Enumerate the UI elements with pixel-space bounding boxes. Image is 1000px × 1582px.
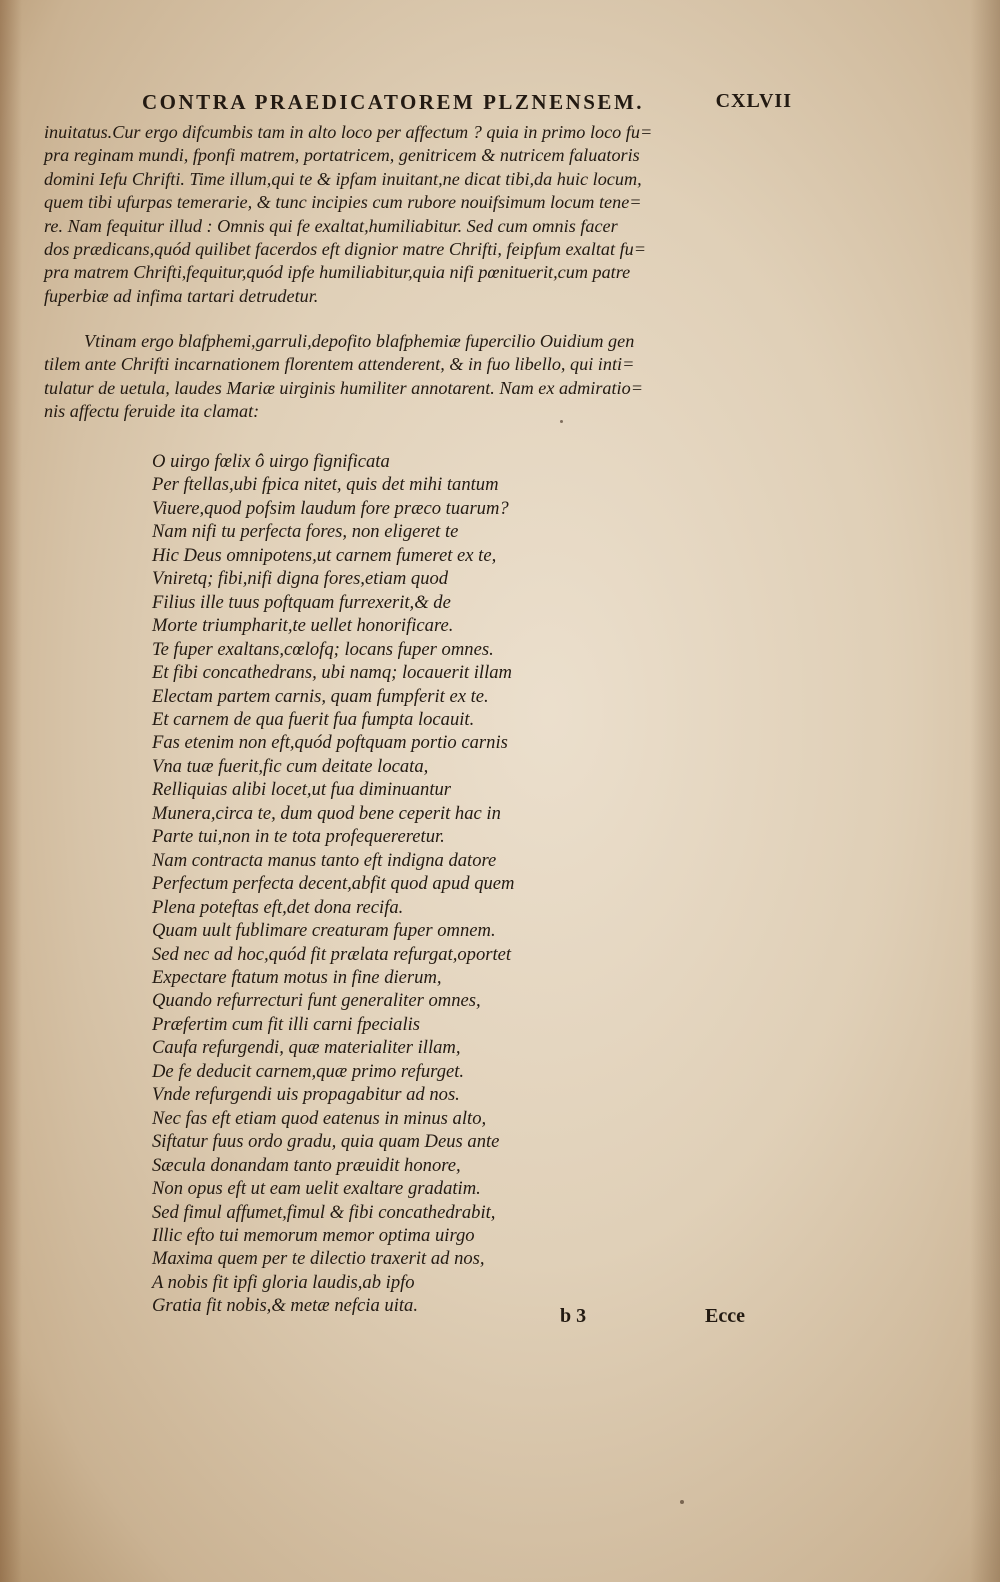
verse-line: Non opus eft ut eam uelit exaltare gradatim.: [152, 1178, 481, 1200]
verse-line: Quam uult fublimare creaturam fuper omnem.: [152, 920, 496, 942]
page-footer: [560, 1305, 745, 1335]
verse-line: Caufa refurgendi, quæ materialiter illam,: [152, 1037, 461, 1059]
paper-speck: [680, 1500, 684, 1504]
paragraph-1: [44, 121, 804, 308]
text-line: Vtinam ergo blafphemi,garruli,depofito blafphemiæ fupercilio Ouidium gen: [84, 331, 635, 351]
verse-line: Nam nifi tu perfecta fores, non eligeret te: [152, 521, 459, 543]
verse-line: Et carnem de qua fuerit fua fumpta locauit.: [152, 708, 475, 730]
signature-mark: b 3: [560, 1305, 587, 1327]
text-line: tulatur de uetula, laudes Mariæ uirginis humiliter annotarent. Nam ex admiratio=: [44, 377, 643, 398]
verse-line: Fas etenim non eft,quód poftquam portio carnis: [152, 732, 508, 754]
verse-line: Parte tui,non in te tota profequereretur.: [152, 826, 445, 848]
page-header: [142, 90, 792, 120]
verse-line: Vnde refurgendi uis propagabitur ad nos.: [152, 1084, 460, 1106]
folio-number: CXLVII: [715, 90, 792, 112]
text-line: fuperbiæ ad infima tartari detrudetur.: [44, 285, 319, 306]
verse-line: Sæcula donandam tanto præuidit honore,: [152, 1154, 461, 1176]
verse-line: Filius ille tuus poftquam furrexerit,& de: [152, 591, 451, 613]
verse-line: Morte triumpharit,te uellet honorificare.: [152, 615, 454, 637]
verse-line: Te fuper exaltans,cœlofq; locans fuper omnes.: [152, 638, 494, 660]
verse-line: Et fibi concathedrans, ubi namq; locauerit illam: [152, 662, 512, 684]
text-line: pra matrem Chrifti,fequitur,quód ipfe humiliabitur,quia nifi pœnituerit,cum patre: [44, 262, 631, 283]
text-line: tilem ante Chrifti incarnationem florentem attenderent, & in fuo libello, qui inti=: [44, 354, 635, 375]
catchword: Ecce: [705, 1305, 745, 1327]
paragraph-2: [44, 330, 804, 424]
verse-line: Per ftellas,ubi fpica nitet, quis det mihi tantum: [152, 474, 499, 496]
verse-line: Plena poteftas eft,det dona recifa.: [152, 896, 404, 918]
verse-line: Vniretq; fibi,nifi digna fores,etiam quod: [152, 568, 449, 590]
verse-line: Perfectum perfecta decent,abfit quod apud quem: [152, 873, 515, 895]
verse-line: Expectare ftatum motus in fine dierum,: [152, 966, 442, 988]
verse-line: A nobis fit ipfi gloria laudis,ab ipfo: [152, 1271, 415, 1293]
text-line: inuitatus.Cur ergo difcumbis tam in alto loco per affectum ? quia in primo loco fu=: [44, 122, 653, 142]
verse-line: Siftatur fuus ordo gradu, quia quam Deus ante: [152, 1131, 500, 1153]
verse-line: Hic Deus omnipotens,ut carnem fumeret ex te,: [152, 544, 497, 566]
verse-line: Relliquias alibi locet,ut fua diminuantur: [152, 779, 452, 801]
verse-line: Vna tuæ fuerit,fic cum deitate locata,: [152, 755, 429, 777]
verse-line: Sed nec ad hoc,quód fit prælata refurgat,oportet: [152, 943, 512, 965]
text-line: dos prædicans,quód quilibet facerdos eft dignior matre Chrifti, feipfum exaltat fu=: [44, 239, 646, 260]
text-line: pra reginam mundi, fponfi matrem, portatricem, genitricem & nutricem faluatoris: [44, 145, 640, 166]
running-title: CONTRA PRAEDICATOREM PLZNENSEM.: [142, 90, 645, 114]
verse-line: Illic efto tui memorum memor optima uirgo: [152, 1224, 475, 1246]
text-line: domini Iefu Chrifti. Time illum,qui te & ipfam inuitant,ne dicat tibi,da huic locum,: [44, 168, 642, 189]
verse-line: Maxima quem per te dilectio traxerit ad nos,: [152, 1248, 485, 1270]
poem-block: [152, 450, 622, 1318]
verse-line: Gratia fit nobis,& metæ nefcia uita.: [152, 1295, 418, 1317]
verse-line: Viuere,quod pofsim laudum fore præco tuarum?: [152, 497, 509, 519]
page-edge-shadow: [970, 0, 1000, 1582]
verse-line: Quando refurrecturi funt generaliter omnes,: [152, 990, 481, 1012]
verse-line: Munera,circa te, dum quod bene ceperit hac in: [152, 802, 501, 824]
text-line: quem tibi ufurpas temerarie, & tunc incipies cum rubore nouifsimum locum tene=: [44, 192, 642, 213]
text-line: nis affectu feruide ita clamat:: [44, 401, 260, 422]
verse-line: Præfertim cum fit illi carni fpecialis: [152, 1013, 421, 1035]
verse-line: Electam partem carnis, quam fumpferit ex te.: [152, 685, 489, 707]
verse-line: O uirgo fœlix ô uirgo fignificata: [152, 451, 390, 472]
verse-line: Sed fimul affumet,fimul & fibi concathedrabit,: [152, 1201, 496, 1223]
verse-line: De fe deducit carnem,quæ primo refurget.: [152, 1060, 465, 1082]
verse-line: Nam contracta manus tanto eft indigna datore: [152, 849, 497, 871]
verse-line: Nec fas eft etiam quod eatenus in minus alto,: [152, 1107, 487, 1129]
gutter-shadow: [0, 0, 22, 1582]
text-line: re. Nam fequitur illud : Omnis qui fe exaltat,humiliabitur. Sed cum omnis facer: [44, 215, 618, 236]
